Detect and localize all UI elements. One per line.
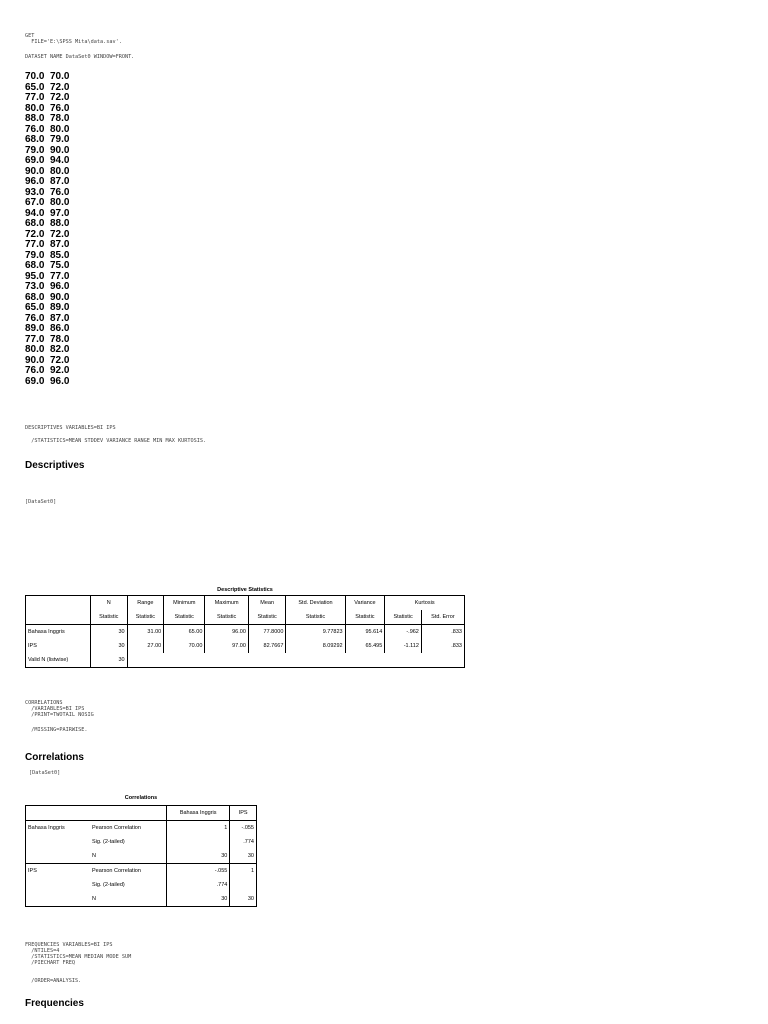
ips-value: 86.0 xyxy=(50,323,70,334)
variable-label xyxy=(26,878,91,892)
table-cell: 1 xyxy=(167,821,230,836)
table-cell: 65.495 xyxy=(345,639,385,653)
table-cell: 70.00 xyxy=(164,639,205,653)
ips-value: 80.0 xyxy=(50,123,70,135)
statistic-label: Sig. (2-tailed) xyxy=(90,878,167,892)
col-subheader: Statistic xyxy=(205,610,249,625)
table-cell: -1.112 xyxy=(385,639,422,653)
table-cell xyxy=(248,653,286,668)
data-row xyxy=(25,303,69,314)
table-cell: .833 xyxy=(451,643,462,649)
table-row xyxy=(26,849,257,864)
bi-value: 88.0 xyxy=(25,113,45,124)
bi-value: 72.0 xyxy=(25,228,45,240)
ips-value: 78.0 xyxy=(50,113,70,124)
row-label: IPS xyxy=(26,639,91,653)
ips-value: 72.0 xyxy=(50,81,70,93)
correlations-heading: Correlations xyxy=(25,752,84,763)
col-subheader: Statistic xyxy=(127,610,164,625)
data-row xyxy=(25,93,69,104)
data-row xyxy=(25,345,69,356)
bi-value: 77.0 xyxy=(25,239,45,250)
bi-value: 80.0 xyxy=(25,102,45,114)
table-cell: .774 xyxy=(167,878,230,892)
ips-value: 72.0 xyxy=(50,92,70,103)
table-cell: 95.614 xyxy=(345,625,385,640)
col-header: Kurtosis xyxy=(414,600,435,606)
table-cell xyxy=(167,835,230,849)
data-row xyxy=(25,135,69,146)
syntax-dataset: DATASET NAME DataSet0 WINDOW=FRONT. xyxy=(25,54,135,60)
variable-label: IPS xyxy=(28,868,37,874)
data-row xyxy=(25,198,69,209)
syntax-descriptives: DESCRIPTIVES VARIABLES=BI IPS xyxy=(25,425,116,431)
col-header: Range xyxy=(127,596,164,611)
table-row xyxy=(26,653,465,668)
col-subheader: Statistic xyxy=(286,610,345,625)
data-row xyxy=(25,177,69,188)
table-row xyxy=(26,639,465,653)
ips-value: 76.0 xyxy=(50,186,70,198)
ips-value: 94.0 xyxy=(50,155,70,166)
frequencies-heading: Frequencies xyxy=(25,998,84,1009)
bi-value: 70.0 xyxy=(25,71,45,82)
ips-value: 96.0 xyxy=(50,281,70,292)
table-cell: 9.77823 xyxy=(286,625,345,640)
bi-value: 73.0 xyxy=(25,281,45,292)
ips-value: 87.0 xyxy=(50,176,70,187)
table-cell: 27.00 xyxy=(127,639,164,653)
col-subheader: Statistic xyxy=(385,610,422,625)
bi-value: 65.0 xyxy=(25,81,45,93)
bi-value: 79.0 xyxy=(25,144,45,156)
variable-label xyxy=(26,849,91,864)
table-cell: .774 xyxy=(243,839,254,845)
table-row xyxy=(26,878,257,892)
col-subheader: Std. Error xyxy=(421,610,464,625)
table-cell: 96.00 xyxy=(205,625,249,640)
row-label: Bahasa Inggris xyxy=(26,625,91,640)
bi-value: 76.0 xyxy=(25,312,45,324)
syntax-correlations: CORRELATIONS /VARIABLES=BI IPS /PRINT=TWOTAIL NOSIG xyxy=(25,700,94,718)
col-header: Bahasa Inggris xyxy=(167,806,230,821)
bi-value: 93.0 xyxy=(25,186,45,198)
syntax-statistics: /STATISTICS=MEAN STDDEV VARIANCE RANGE MIN MAX KURTOSIS. xyxy=(25,438,207,444)
ips-value: 79.0 xyxy=(50,134,70,145)
table-cell: -.962 xyxy=(385,625,422,640)
bi-value: 65.0 xyxy=(25,302,45,313)
correlations-title: Correlations xyxy=(124,795,158,801)
bi-value: 77.0 xyxy=(25,92,45,103)
ips-value: 90.0 xyxy=(50,291,70,303)
ips-value: 82.0 xyxy=(50,344,70,355)
ips-value: 85.0 xyxy=(50,249,70,261)
ips-value: 80.0 xyxy=(50,165,70,177)
table-cell xyxy=(230,878,257,892)
col-header: N xyxy=(91,596,128,611)
table-row xyxy=(26,892,257,907)
table-cell: 30 xyxy=(247,896,254,902)
ips-value: 77.0 xyxy=(50,270,70,282)
syntax-missing: /MISSING=PAIRWISE. xyxy=(25,727,88,733)
ips-value: 78.0 xyxy=(50,333,70,345)
variable-label xyxy=(26,892,91,907)
table-cell: 30 xyxy=(167,892,230,907)
ips-value: 80.0 xyxy=(50,197,70,208)
descriptive-statistics-title: Descriptive Statistics xyxy=(217,587,273,593)
data-values-list xyxy=(25,72,69,387)
data-row xyxy=(25,324,69,335)
table-header-row xyxy=(26,596,465,611)
ips-value: 72.0 xyxy=(50,354,70,366)
bi-value: 95.0 xyxy=(25,270,45,282)
table-cell: 8.09292 xyxy=(286,639,345,653)
table-cell xyxy=(345,653,385,668)
table-cell: 30 xyxy=(91,639,128,653)
bi-value: 76.0 xyxy=(25,123,45,135)
ips-value: 96.0 xyxy=(50,375,70,387)
ips-value: 97.0 xyxy=(50,207,70,219)
ips-value: 87.0 xyxy=(50,239,70,250)
table-row xyxy=(26,835,257,849)
col-subheader: Statistic xyxy=(164,610,205,625)
bi-value: 68.0 xyxy=(25,260,45,271)
data-row xyxy=(25,156,69,167)
table-cell: 97.00 xyxy=(205,639,249,653)
table-cell: 65.00 xyxy=(164,625,205,640)
col-subheader: Statistic xyxy=(91,610,128,625)
table-cell xyxy=(127,653,164,668)
bi-value: 67.0 xyxy=(25,197,45,208)
col-header: Maximum xyxy=(205,596,249,611)
table-row xyxy=(26,864,257,879)
table-cell: .833 xyxy=(451,629,462,635)
table-cell: 77.8000 xyxy=(248,625,286,640)
bi-value: 80.0 xyxy=(25,344,45,355)
table-cell: 31.00 xyxy=(127,625,164,640)
statistic-label: Sig. (2-tailed) xyxy=(90,835,167,849)
data-row xyxy=(25,366,69,377)
bi-value: 94.0 xyxy=(25,207,45,219)
ips-value: 88.0 xyxy=(50,218,70,229)
table-cell: 30 xyxy=(247,853,254,859)
descriptive-statistics-table xyxy=(25,595,465,668)
bi-value: 68.0 xyxy=(25,291,45,303)
bi-value: 90.0 xyxy=(25,165,45,177)
variable-label xyxy=(26,835,91,849)
table-cell: 82.7667 xyxy=(248,639,286,653)
table-row xyxy=(26,625,465,640)
table-cell xyxy=(385,653,422,668)
bi-value: 68.0 xyxy=(25,134,45,145)
bi-value: 69.0 xyxy=(25,375,45,387)
syntax-order: /ORDER=ANALYSIS. xyxy=(25,978,82,984)
table-cell xyxy=(421,653,464,668)
table-cell xyxy=(205,653,249,668)
col-header: Minimum xyxy=(164,596,205,611)
data-row xyxy=(25,72,69,83)
statistic-label: N xyxy=(90,849,167,864)
statistic-label: Pearson Correlation xyxy=(90,864,167,879)
syntax-get: GET FILE='E:\SPSS Mita\data.sav'. xyxy=(25,33,122,45)
syntax-frequencies: FREQUENCIES VARIABLES=BI IPS /NTILES=4 /STATISTICS=MEAN MEDIAN MODE SUM /PIECHART FREQ xyxy=(25,942,132,966)
data-row xyxy=(25,240,69,251)
table-cell xyxy=(164,653,205,668)
bi-value: 96.0 xyxy=(25,176,45,187)
bi-value: 90.0 xyxy=(25,354,45,366)
ips-value: 90.0 xyxy=(50,144,70,156)
table-cell: 30 xyxy=(91,625,128,640)
ips-value: 92.0 xyxy=(50,365,70,376)
col-subheader: Statistic xyxy=(248,610,286,625)
table-cell: 30 xyxy=(91,653,128,668)
ips-value: 76.0 xyxy=(50,102,70,114)
table-cell: 1 xyxy=(250,868,254,874)
dataset-tag: [DataSet0] xyxy=(25,499,57,505)
col-header: Mean xyxy=(248,596,286,611)
table-cell xyxy=(286,653,345,668)
row-label: Valid N (listwise) xyxy=(26,653,91,668)
table-cell: -.055 xyxy=(241,825,254,831)
table-cell: 30 xyxy=(167,849,230,864)
table-cell: -.055 xyxy=(167,864,230,879)
bi-value: 79.0 xyxy=(25,249,45,261)
table-subheader-row xyxy=(26,610,465,625)
table-header-row xyxy=(26,806,257,821)
data-row xyxy=(25,377,69,388)
bi-value: 69.0 xyxy=(25,155,45,166)
col-header: IPS xyxy=(230,806,257,821)
variable-label: Bahasa Inggris xyxy=(28,825,65,831)
dataset-tag: [DataSet0] xyxy=(29,770,61,776)
statistic-label: Pearson Correlation xyxy=(90,821,167,836)
descriptives-heading: Descriptives xyxy=(25,460,85,471)
bi-value: 76.0 xyxy=(25,365,45,376)
bi-value: 77.0 xyxy=(25,333,45,345)
data-row xyxy=(25,114,69,125)
data-row xyxy=(25,219,69,230)
col-header: Variance xyxy=(345,596,385,611)
data-row xyxy=(25,261,69,272)
table-row xyxy=(26,821,257,836)
statistic-label: N xyxy=(90,892,167,907)
ips-value: 89.0 xyxy=(50,302,70,313)
ips-value: 72.0 xyxy=(50,228,70,240)
ips-value: 87.0 xyxy=(50,312,70,324)
col-header: Std. Deviation xyxy=(286,596,345,611)
ips-value: 75.0 xyxy=(50,260,70,271)
ips-value: 70.0 xyxy=(50,71,70,82)
bi-value: 89.0 xyxy=(25,323,45,334)
correlations-table xyxy=(25,805,257,907)
data-row xyxy=(25,282,69,293)
bi-value: 68.0 xyxy=(25,218,45,229)
col-subheader: Statistic xyxy=(345,610,385,625)
